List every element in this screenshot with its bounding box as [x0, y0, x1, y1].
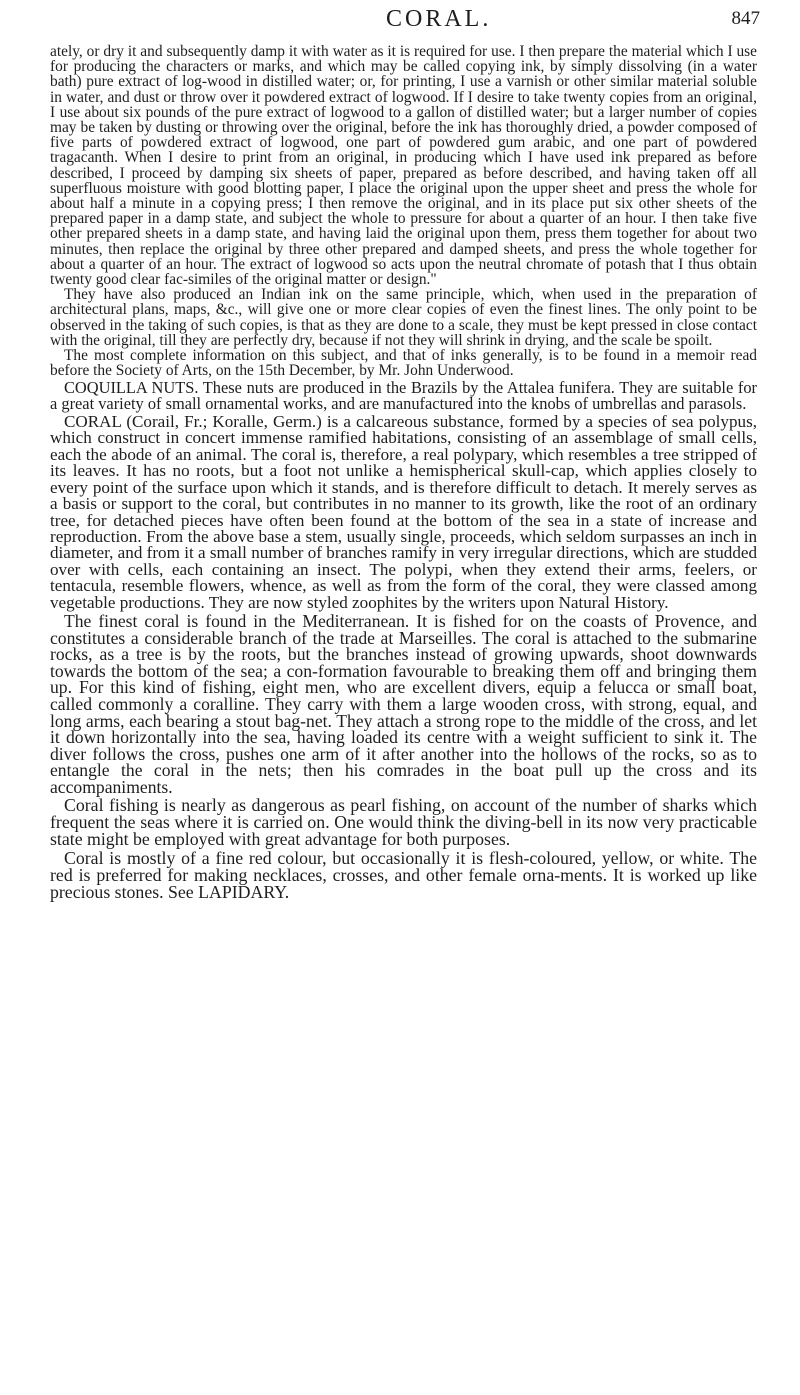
- paragraph-coral-fishing-method: The finest coral is found in the Mediterranean. It is fished for on the coasts of Provence, and constitutes a considerable branch of the trade at Marseilles. The coral is attached to the submarine rocks, as a tree is by the roots, but the branches instead of growing upwards, shoot downwards towards the bottom of the sea; a con-formation favourable to breaking them off and bringing them up. For this kind of fishing, eight men, who are excellent divers, equip a felucca or small boat, called commonly a coralline. They carry with them a large wooden cross, with strong, equal, and long arms, each bearing a stout bag-net. They attach a strong rope to the middle of the cross, and let it down horizontally into the sea, having loaded its centre with a weight sufficient to sink it. The diver follows the cross, pushes one arm of it after another into the hollows of the rocks, so as to entangle the coral in the nets; then his comrades in the boat pull up the cross and its accompaniments.: [50, 610, 757, 797]
- paragraph-coral-fishing-danger: Coral fishing is nearly as dangerous as pearl fishing, on account of the number of sharks which frequent the seas where it is carried on. One would think the diving-bell in its now very practicable state might be employed with great advantage for both purposes.: [50, 795, 757, 850]
- paragraph-inks-reference: The most complete information on this subject, and that of inks generally, is to be found in a memoir read before the Society of Arts, on the 15th December, by Mr. John Underwood.: [50, 347, 757, 380]
- running-head: [0, 6, 760, 36]
- running-title: CORAL.: [386, 6, 492, 32]
- paragraph-logwood-copying: ately, or dry it and subsequently damp it with water as it is required for use. I then prepare the material which I use for producing the characters or marks, and which may be called copying ink, by simply dissolving (in a water bath) pure extract of log-wood in distilled water; or, for printing, I use a varnish or other similar material soluble in water, and dust or throw over it powdered extract of logwood. If I desire to take twenty copies from an original, I use about six pounds of the pure extract of logwood to a gallon of distilled water; but a larger number of copies may be taken by dusting or throwing over the original, before the ink has thoroughly dried, a powder composed of five parts of powdered extract of logwood, one part of powdered gum arabic, and one part of powdered tragacanth. When I desire to print from an original, in producing which I have used ink prepared as before described, I proceed by damping six sheets of paper, prepared as before described, and having taken off all superfluous moisture with good blotting paper, I place the original upon the upper sheet and press the whole for about half a minute in a copying press; I then remove the original, and in its place put six other sheets of the prepared paper in a damp state, and subject the whole to pressure for about a quarter of an hour. I then take five other prepared sheets in a damp state, and having laid the original upon them, press them together for about two minutes, then replace the original by three other prepared and damped sheets, and press the whole together for about a quarter of an hour. The extract of logwood so acts upon the neutral chromate of potash that I thus obtain twenty good clear fac-similes of the original matter or design.": [50, 43, 757, 289]
- paragraph-coral-colours: Coral is mostly of a fine red colour, but occasionally it is flesh-coloured, yellow, or white. The red is preferred for making necklaces, crosses, and other female orna-ments. It is worked up like precious stones. See LAPIDARY.: [50, 848, 757, 903]
- paragraph-indian-ink: They have also produced an Indian ink on the same principle, which, when used in the preparation of architectural plans, maps, &c., will give one or more clear copies of even the finest lines. The only point to be observed in the taking of such copies, is that as they are done to a scale, they must be kept pressed in close contact with the original, till they are perfectly dry, because if not they will shrink in drying, and the scale be spoilt.: [50, 286, 757, 349]
- page-number: 847: [731, 8, 760, 29]
- paragraph-coquilla-nuts: COQUILLA NUTS. These nuts are produced in the Brazils by the Attalea funifera. They are suitable for a great variety of small ornamental works, and are manufactured into the knobs of umbrellas and parasols.: [50, 378, 757, 414]
- body-text: [50, 44, 757, 901]
- paragraph-coral-definition: CORAL (Corail, Fr.; Koralle, Germ.) is a calcareous substance, formed by a species of sea polypus, which construct in concert immense ramified habitations, consisting of an assemblage of small cells, each the abode of an animal. The coral is, therefore, a real polypary, which resembles a tree stripped of its leaves. It has no roots, but a foot not unlike a hemispherical skull-cap, which applies closely to every point of the surface upon which it stands, and is therefore difficult to detach. It merely serves as a basis or support to the coral, but contributes in no manner to its growth, like the root of an ordinary tree, for detached pieces have often been found at the bottom of the sea in a state of increase and reproduction. From the above base a stem, usually single, proceeds, which seldom surpasses an inch in diameter, and from it a small number of branches ramify in very irregular directions, which are studded over with cells, each containing an insect. The polypi, when they extend their arms, feelers, or tentacula, resemble flowers, whence, as well as from the form of the coral, they were classed among vegetable productions. They are now styled zoophites by the writers upon Natural History.: [50, 412, 757, 612]
